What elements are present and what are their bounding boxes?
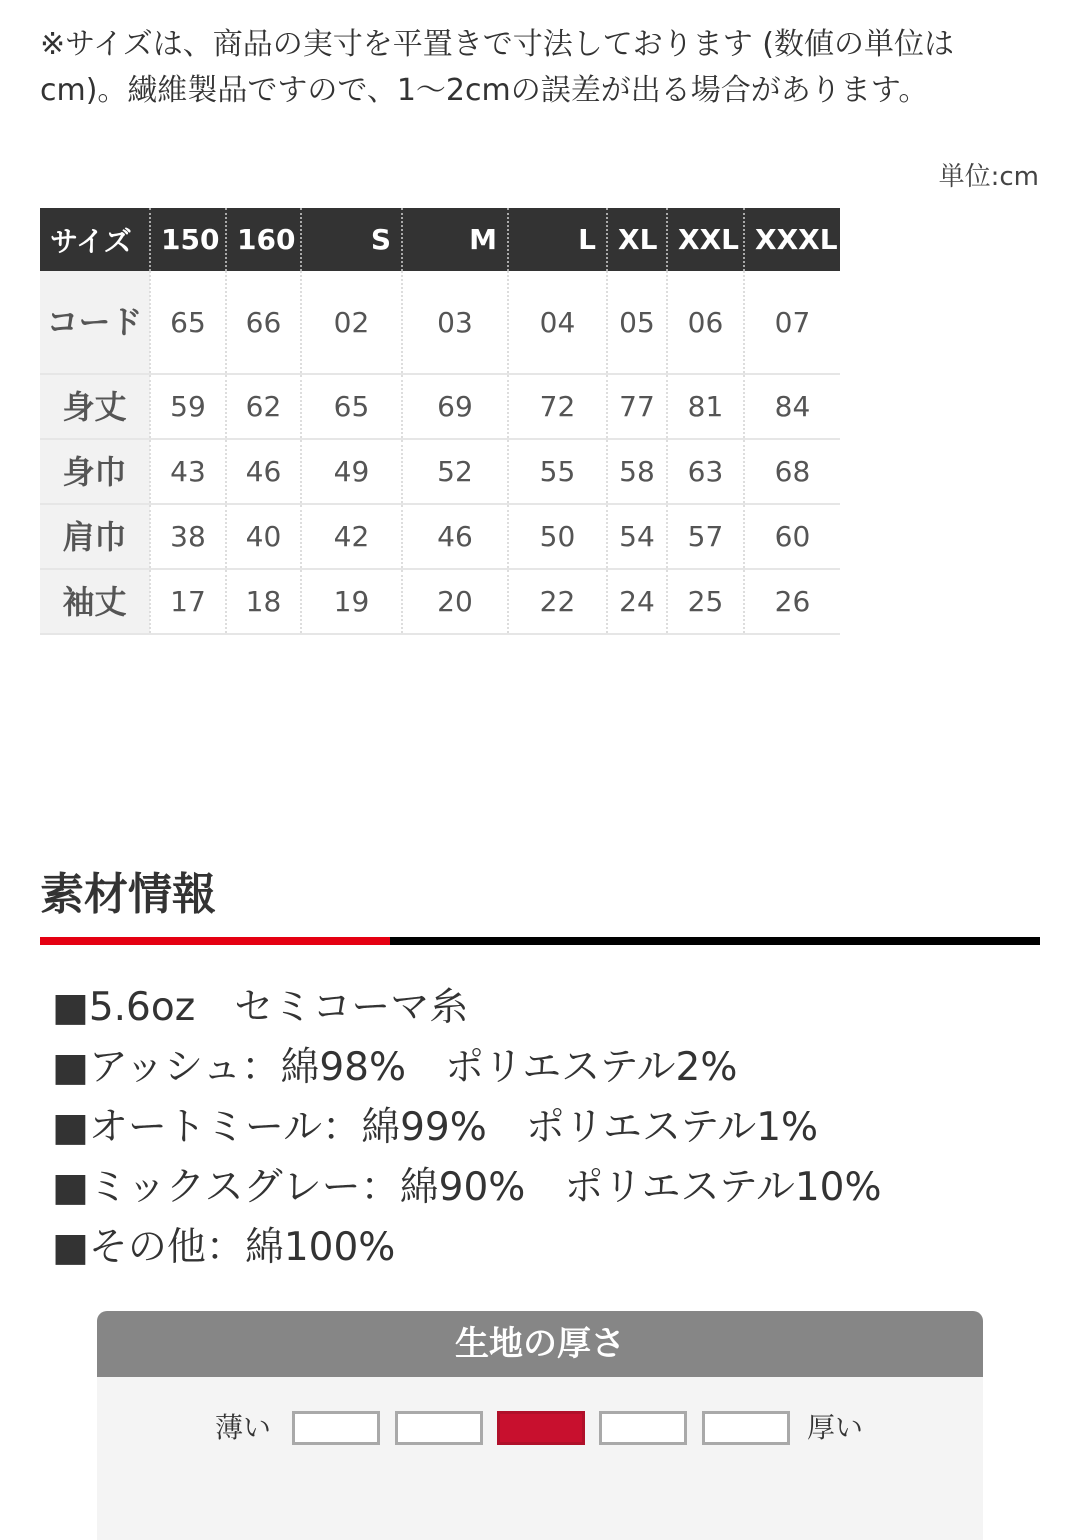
header-s: S	[301, 208, 402, 271]
table-row	[40, 374, 840, 439]
table-cell: 54	[607, 504, 667, 569]
header-m: M	[402, 208, 508, 271]
table-cell: 03	[402, 271, 508, 374]
table-cell: 52	[402, 439, 508, 504]
row-label-code: コード	[40, 271, 150, 374]
thick-label: 厚い	[807, 1411, 864, 1444]
table-cell: 07	[744, 271, 840, 374]
table-cell: 55	[508, 439, 607, 504]
table-cell: 46	[226, 439, 301, 504]
row-label-shoulder: 肩巾	[40, 504, 150, 569]
thin-label: 薄い	[215, 1411, 272, 1444]
header-160: 160	[226, 208, 301, 271]
header-l: L	[508, 208, 607, 271]
table-row	[40, 569, 840, 634]
table-cell: 26	[744, 569, 840, 634]
table-cell: 20	[402, 569, 508, 634]
table-row	[40, 504, 840, 569]
table-cell: 60	[744, 504, 840, 569]
table-cell: 04	[508, 271, 607, 374]
table-cell: 46	[402, 504, 508, 569]
size-header-row	[40, 208, 840, 271]
table-cell: 22	[508, 569, 607, 634]
table-cell: 40	[226, 504, 301, 569]
section-divider	[40, 937, 1040, 945]
table-cell: 62	[226, 374, 301, 439]
list-item: ■5.6oz セミコーマ糸	[52, 985, 469, 1030]
table-cell: 66	[226, 271, 301, 374]
size-note: ※サイズは、商品の実寸を平置きで寸法しております (数値の単位はcm)。繊維製品ですので、1〜2cmの誤差が出る場合があります。	[40, 27, 954, 108]
list-item: ■その他：綿100%	[52, 1225, 396, 1270]
list-item: ■アッシュ：綿98% ポリエステル2%	[52, 1045, 738, 1090]
header-xl: XL	[607, 208, 667, 271]
table-row	[40, 439, 840, 504]
thickness-level-2	[395, 1411, 483, 1445]
table-cell: 68	[744, 439, 840, 504]
table-cell: 69	[402, 374, 508, 439]
size-table	[40, 208, 840, 635]
list-item: ■オートミール：綿99% ポリエステル1%	[52, 1105, 819, 1150]
row-label-length: 身丈	[40, 374, 150, 439]
thickness-title: 生地の厚さ	[97, 1311, 983, 1377]
table-cell: 25	[667, 569, 744, 634]
header-150: 150	[150, 208, 226, 271]
table-cell: 05	[607, 271, 667, 374]
thickness-level-3	[497, 1411, 585, 1445]
table-cell: 63	[667, 439, 744, 504]
table-cell: 57	[667, 504, 744, 569]
fabric-thickness-panel	[97, 1311, 983, 1540]
table-cell: 43	[150, 439, 226, 504]
table-cell: 84	[744, 374, 840, 439]
material-list	[52, 978, 882, 1278]
row-label-sleeve: 袖丈	[40, 569, 150, 634]
table-cell: 06	[667, 271, 744, 374]
row-label-width: 身巾	[40, 439, 150, 504]
header-size-label: サイズ	[40, 208, 150, 271]
table-cell: 59	[150, 374, 226, 439]
table-cell: 38	[150, 504, 226, 569]
table-cell: 17	[150, 569, 226, 634]
section-divider-accent	[40, 937, 390, 945]
unit-label: 単位:cm	[938, 162, 1039, 192]
table-cell: 58	[607, 439, 667, 504]
table-cell: 18	[226, 569, 301, 634]
thickness-scale	[97, 1407, 983, 1447]
table-row	[40, 271, 840, 374]
material-section-title: 素材情報	[40, 869, 216, 920]
table-cell: 65	[301, 374, 402, 439]
header-xxl: XXL	[667, 208, 744, 271]
table-cell: 24	[607, 569, 667, 634]
thickness-level-1	[292, 1411, 380, 1445]
table-cell: 77	[607, 374, 667, 439]
table-cell: 72	[508, 374, 607, 439]
table-cell: 50	[508, 504, 607, 569]
table-cell: 19	[301, 569, 402, 634]
table-cell: 81	[667, 374, 744, 439]
table-cell: 65	[150, 271, 226, 374]
table-cell: 42	[301, 504, 402, 569]
table-cell: 49	[301, 439, 402, 504]
table-cell: 02	[301, 271, 402, 374]
list-item: ■ミックスグレー：綿90% ポリエステル10%	[52, 1165, 882, 1210]
thickness-level-4	[599, 1411, 687, 1445]
thickness-level-5	[702, 1411, 790, 1445]
header-xxxl: XXXL	[744, 208, 840, 271]
